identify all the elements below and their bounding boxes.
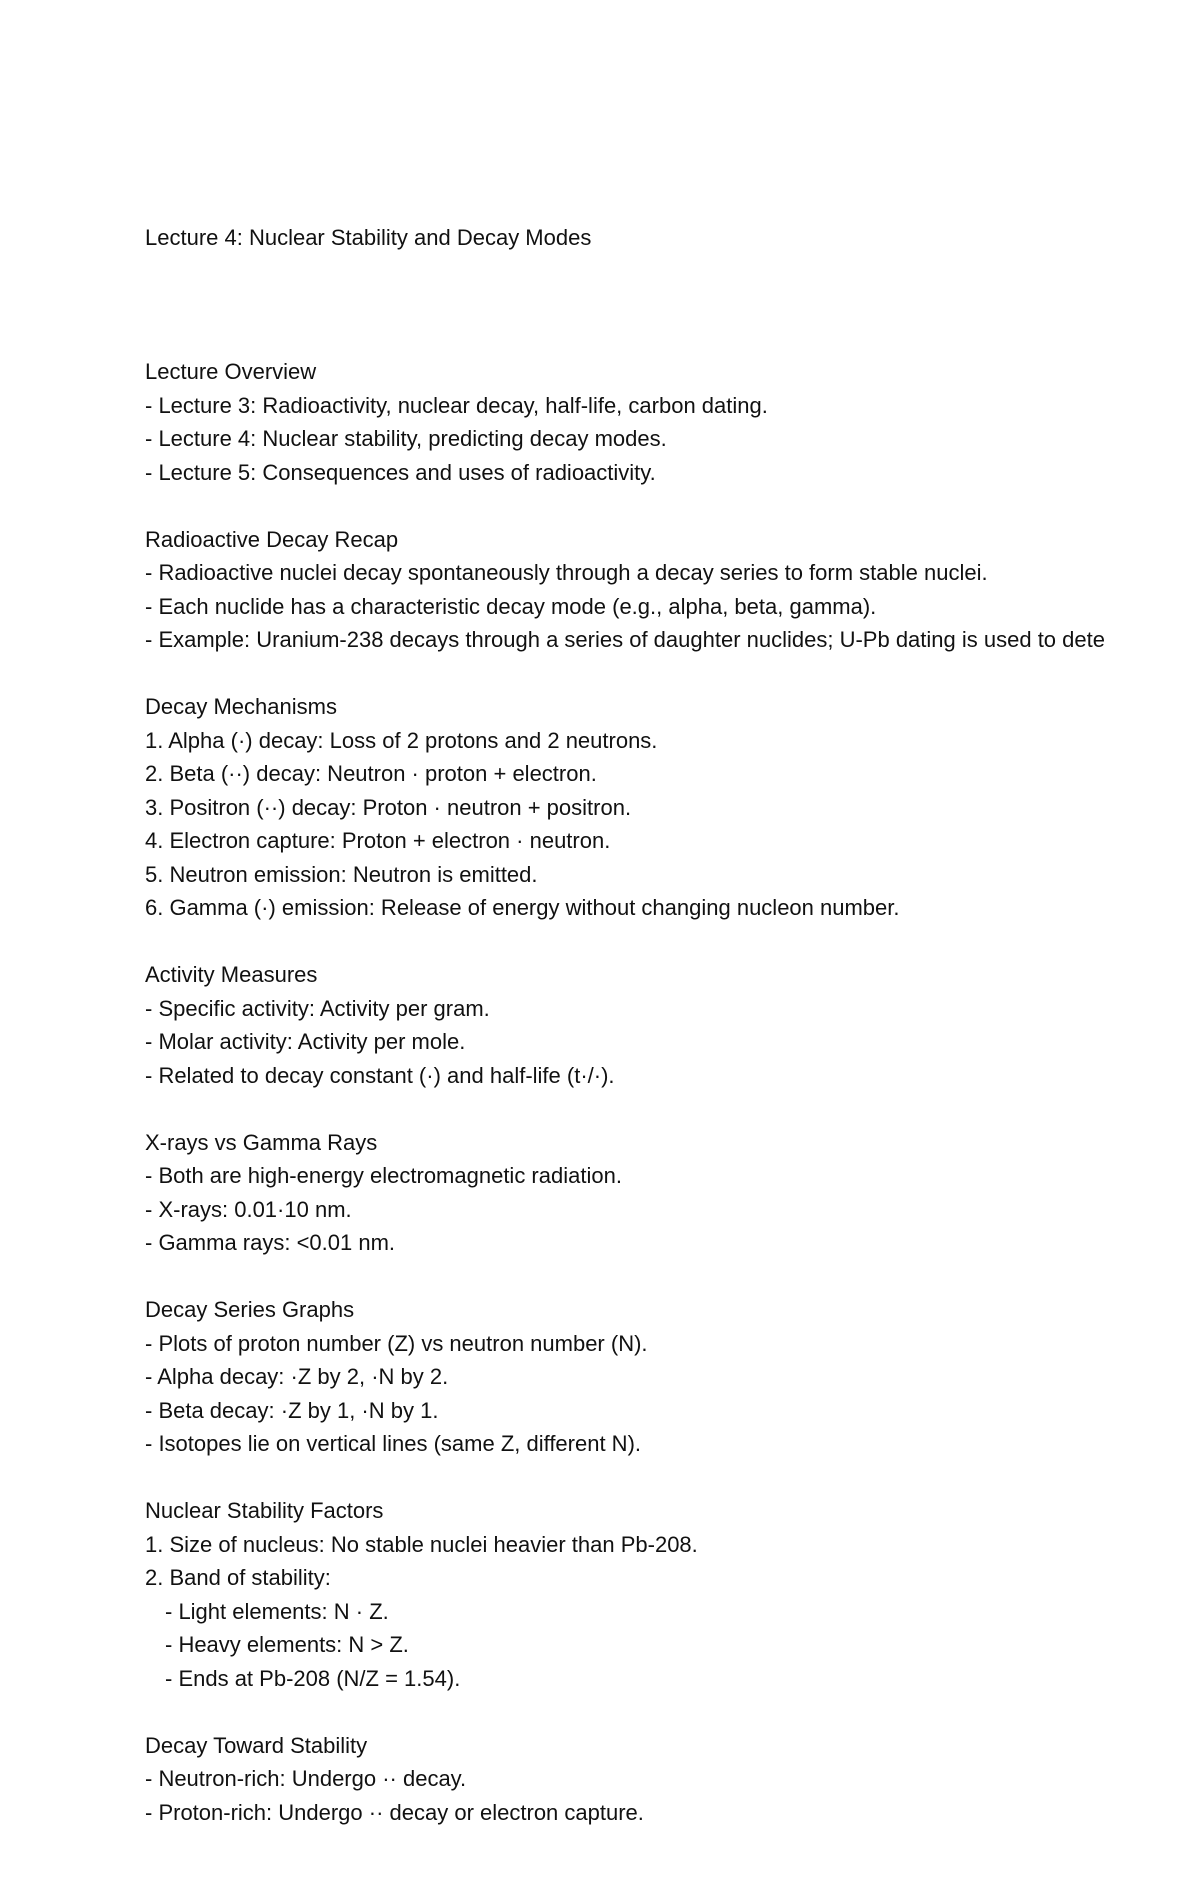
section-heading: X-rays vs Gamma Rays — [145, 1129, 378, 1155]
document-title: Lecture 4: Nuclear Stability and Decay Modes — [145, 225, 592, 250]
section-heading: Activity Measures — [145, 962, 318, 987]
bullet-line: - Lecture 5: Consequences and uses of radioactivity. — [145, 459, 656, 485]
blank-line — [145, 322, 1200, 356]
bullet-line: - Neutron-rich: Undergo ·· decay. — [145, 1766, 467, 1791]
bullet-line: - Both are high-energy electromagnetic radiation. — [145, 1163, 622, 1188]
bullet-line: 3. Positron (··) decay: Proton · neutron + positron. — [145, 794, 632, 820]
section — [145, 1494, 1200, 1695]
sub-bullet-line: - Heavy elements: N > Z. — [165, 1632, 409, 1657]
sub-bullet-line: - Light elements: N · Z. — [165, 1598, 389, 1624]
bullet-line: - Gamma rays: <0.01 nm. — [145, 1230, 396, 1255]
document-body — [145, 154, 1200, 1896]
section-heading: Radioactive Decay Recap — [145, 526, 399, 552]
bullet-line: - Alpha decay: ·Z by 2, ·N by 2. — [145, 1364, 449, 1389]
bullet-line: - Isotopes lie on vertical lines (same Z, different N). — [145, 1431, 642, 1456]
section — [145, 1293, 1200, 1461]
sub-bullet-line: - Ends at Pb-208 (N/Z = 1.54). — [165, 1665, 461, 1691]
bullet-line: 2. Beta (··) decay: Neutron · proton + electron. — [145, 761, 597, 786]
section — [145, 958, 1200, 1092]
bullet-line: - Related to decay constant (·) and half-life (t·/·). — [145, 1062, 615, 1088]
bullet-line: - Lecture 3: Radioactivity, nuclear decay, half-life, carbon dating. — [145, 392, 768, 418]
bullet-line: - Molar activity: Activity per mole. — [145, 1029, 466, 1054]
bullet-line: 1. Size of nucleus: No stable nuclei heavier than Pb-208. — [145, 1531, 698, 1557]
bullet-line: - Lecture 4: Nuclear stability, predicting decay modes. — [145, 426, 667, 451]
bullet-line: 1. Alpha (·) decay: Loss of 2 protons and 2 neutrons. — [145, 727, 658, 753]
section-heading: Lecture Overview — [145, 359, 317, 384]
blank-line — [145, 1092, 1200, 1126]
section — [145, 355, 1200, 489]
blank-line — [145, 657, 1200, 691]
bullet-line: - Beta decay: ·Z by 1, ·N by 1. — [145, 1397, 439, 1423]
bullet-line: - Each nuclide has a characteristic decay mode (e.g., alpha, beta, gamma). — [145, 593, 877, 619]
section — [145, 690, 1200, 925]
bullet-line: 5. Neutron emission: Neutron is emitted. — [145, 861, 538, 887]
bullet-line: 2. Band of stability: — [145, 1565, 331, 1590]
section-heading: Decay Mechanisms — [145, 694, 337, 719]
bullet-line: - Radioactive nuclei decay spontaneously through a decay series to form stable nuclei. — [145, 560, 988, 585]
section — [145, 1729, 1200, 1830]
section-heading: Decay Series Graphs — [145, 1297, 355, 1322]
bullet-line: 4. Electron capture: Proton + electron · neutron. — [145, 828, 611, 853]
bullet-line: 6. Gamma (·) emission: Release of energy without changing nucleon number. — [145, 895, 900, 920]
bullet-line: - X-rays: 0.01·10 nm. — [145, 1196, 352, 1222]
section-heading: Decay Toward Stability — [145, 1732, 368, 1758]
blank-line — [145, 489, 1200, 523]
bullet-line: - Proton-rich: Undergo ·· decay or electron capture. — [145, 1799, 644, 1825]
blank-line — [145, 1695, 1200, 1729]
bullet-line: - Plots of proton number (Z) vs neutron number (N). — [145, 1330, 648, 1356]
bullet-line: - Example: Uranium-238 decays through a series of daughter nuclides; U-Pb dating is used to dete — [145, 627, 1105, 652]
document-sections — [145, 322, 1200, 1830]
blank-line — [145, 1461, 1200, 1495]
section — [145, 1126, 1200, 1260]
bullet-line: - Specific activity: Activity per gram. — [145, 995, 490, 1021]
blank-line — [145, 1260, 1200, 1294]
section — [145, 523, 1200, 657]
blank-line — [145, 925, 1200, 959]
section-heading: Nuclear Stability Factors — [145, 1498, 384, 1523]
